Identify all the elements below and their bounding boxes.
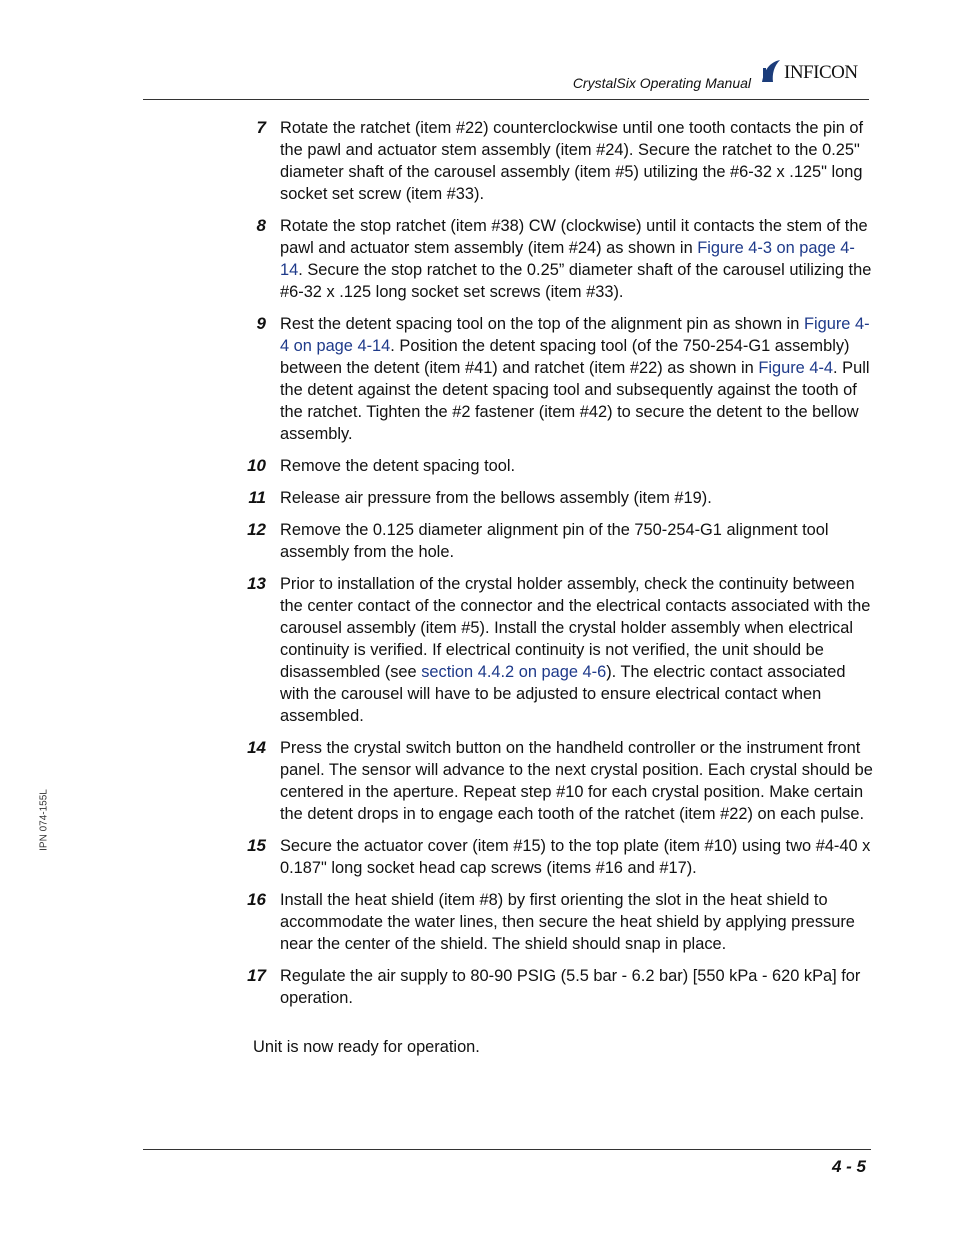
step-text-segment: Prior to installation of the crystal holder assembly, check the continuity between the center contact of the connector and the electrical contacts associated with the carousel assembly (item #5). Install the crystal holder assembly when electrical continuity is verified. If electrical continuity is not verified, the unit should be disassembled (see [280, 575, 871, 681]
step-text-segment: Secure the actuator cover (item #15) to the top plate (item #10) using two #4-40 x 0.187" long socket head cap screws (items #16 and #17). [280, 837, 871, 877]
step-text [280, 889, 876, 955]
step-item [236, 487, 876, 509]
step-number: 8 [256, 216, 266, 235]
step-item [236, 455, 876, 477]
cross-reference-link[interactable]: Figure 4-4 on page 4-14 [280, 315, 870, 355]
step-text-segment: Rotate the stop ratchet (item #38) CW (clockwise) until it contacts the stem of the pawl and actuator stem assembly (item #24) as shown in [280, 217, 868, 257]
manual-title: CrystalSix Operating Manual [572, 75, 751, 91]
step-text [280, 965, 876, 1009]
step-item [236, 519, 876, 563]
step-number: 15 [247, 836, 266, 855]
step-item [236, 215, 876, 303]
step-text [280, 573, 876, 727]
inficon-logo-icon [760, 58, 782, 84]
ipn-side-label: IPN 074-155L [38, 789, 50, 851]
step-item [236, 573, 876, 727]
step-number: 10 [247, 456, 266, 475]
step-text [280, 215, 876, 303]
step-number: 11 [248, 488, 266, 507]
step-text-segment: Remove the detent spacing tool. [280, 457, 516, 475]
step-text [280, 117, 876, 205]
step-text-segment: Press the crystal switch button on the handheld controller or the instrument front panel. The sensor will advance to the next crystal position. Each crystal should be centered in the aperture. Repeat step #10 for each crystal position. Make certain the detent drops in to engage each tooth of the ratchet (item #22) on each pulse. [280, 739, 873, 823]
step-text-segment: Rest the detent spacing tool on the top of the alignment pin as shown in [280, 315, 804, 333]
step-text-segment: Regulate the air supply to 80-90 PSIG (5.5 bar - 6.2 bar) [550 kPa - 620 kPa] for operation. [280, 967, 861, 1007]
step-text-segment: . Position the detent spacing tool (of the 750-254-G1 assembly) between the detent (item #41) and ratchet (item #22) as shown in [280, 337, 850, 377]
header-rule [143, 99, 869, 100]
step-item [236, 835, 876, 879]
step-text [280, 737, 876, 825]
step-text-segment: Remove the 0.125 diameter alignment pin of the 750-254-G1 alignment tool assembly from the hole. [280, 521, 829, 561]
step-number: 13 [247, 574, 266, 593]
step-text [280, 455, 876, 477]
procedure-steps [236, 117, 876, 1019]
step-text-segment: ). The electric contact associated with the carousel will have to be adjusted to ensure electrical contact when assembled. [280, 663, 846, 725]
step-text-segment: Install the heat shield (item #8) by first orienting the slot in the heat shield to accommodate the water lines, then secure the heat shield by applying pressure near the center of the shield. The shield should snap in place. [280, 891, 855, 953]
step-item [236, 965, 876, 1009]
step-text [280, 835, 876, 879]
logo-wordmark: INFICON [784, 62, 858, 83]
step-text [280, 519, 876, 563]
step-item [236, 313, 876, 445]
cross-reference-link[interactable]: Figure 4-4 [758, 359, 834, 377]
closing-note: Unit is now ready for operation. [253, 1038, 480, 1056]
step-item [236, 117, 876, 205]
step-number: 7 [256, 118, 266, 137]
step-text-segment: . Secure the stop ratchet to the 0.25” diameter shaft of the carousel utilizing the #6-32 x .125 long socket set screws (item #33). [280, 261, 872, 301]
step-text [280, 313, 876, 445]
step-text-segment: Rotate the ratchet (item #22) counterclockwise until one tooth contacts the pin of the pawl and actuator stem assembly (item #24). Secure the ratchet to the 0.25" diameter shaft of the carousel assembly (item #5) utilizing the #6-32 x .125" long socket set screw (item #33). [280, 119, 864, 203]
step-number: 9 [256, 314, 266, 333]
footer-rule [143, 1149, 871, 1150]
step-item [236, 889, 876, 955]
step-number: 12 [247, 520, 266, 539]
step-number: 16 [247, 890, 266, 909]
inficon-logo [760, 58, 872, 84]
step-item [236, 737, 876, 825]
step-text-segment: Release air pressure from the bellows assembly (item #19). [280, 489, 712, 507]
step-number: 14 [247, 738, 266, 757]
step-text [280, 487, 876, 509]
page-number: 4 - 5 [831, 1157, 866, 1176]
cross-reference-link[interactable]: section 4.4.2 on page 4-6 [421, 663, 607, 681]
step-text-segment: . Pull the detent against the detent spacing tool and subsequently against the tooth of the ratchet. Tighten the #2 fastener (item #42) to secure the detent to the bellow assembly. [280, 359, 870, 443]
step-number: 17 [247, 966, 266, 985]
cross-reference-link[interactable]: Figure 4-3 on page 4-14 [280, 239, 855, 279]
